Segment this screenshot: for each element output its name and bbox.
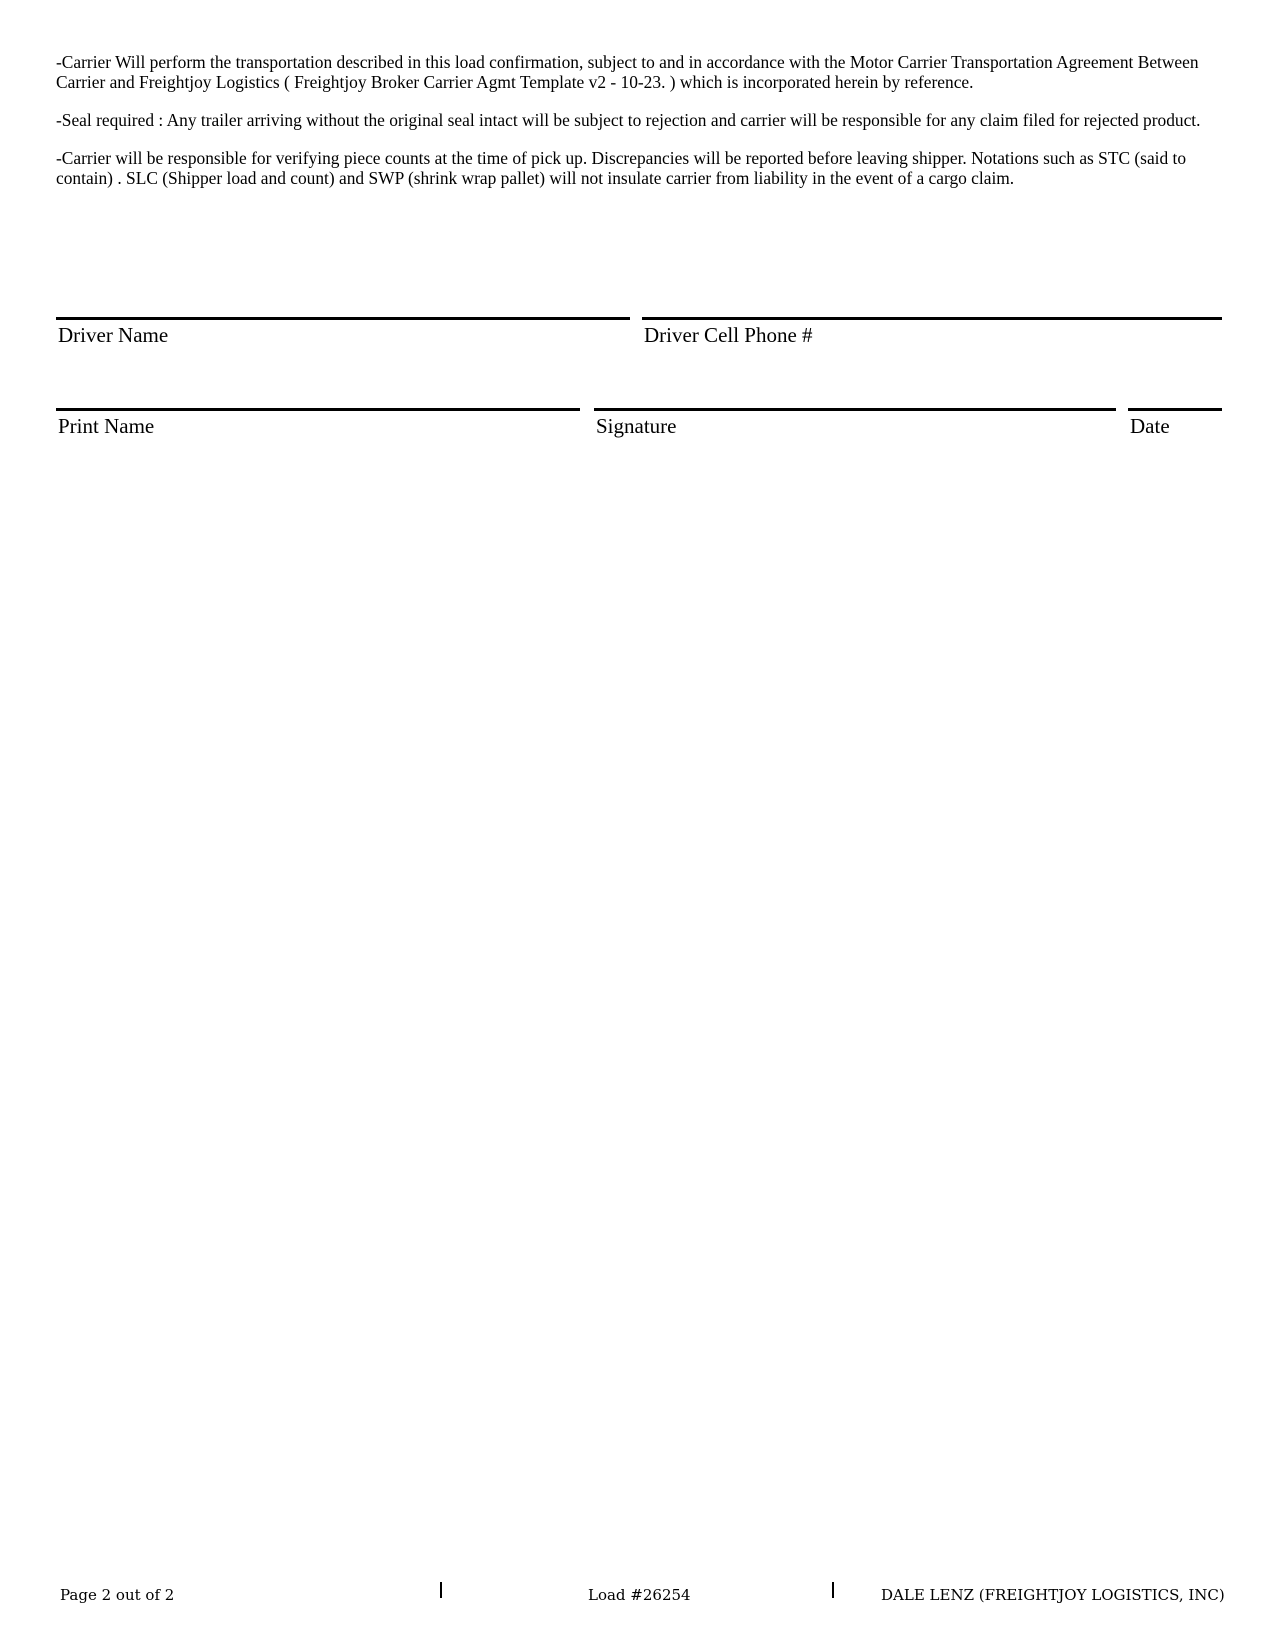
- signature-label: Signature: [596, 414, 677, 438]
- print-name-label: Print Name: [58, 414, 155, 438]
- signature-line: [594, 408, 1116, 411]
- date-label: Date: [1130, 414, 1170, 438]
- term-seal-required: -Seal required : Any trailer arriving without the original seal intact will be subject to rejection and carrier will be responsible for any claim filed for rejected product.: [56, 110, 1201, 130]
- footer-separator: [440, 1582, 442, 1598]
- term-carrier-agreement: -Carrier Will perform the transportation described in this load confirmation, subject to and in accordance with the Motor Carrier Transportation Agreement Between Carrier and Freightjoy Logistics ( Freightjoy Broker Carrier Agmt Template v2 - 10-23. ) which is incorporated herein by reference.: [56, 52, 1199, 92]
- footer-page-number: Page 2 out of 2: [60, 1586, 175, 1604]
- footer-separator: [832, 1582, 834, 1598]
- date-line: [1128, 408, 1222, 411]
- footer-company: DALE LENZ (FREIGHTJOY LOGISTICS, INC): [881, 1586, 1225, 1604]
- footer-load-number: Load #26254: [588, 1586, 691, 1604]
- driver-cell-phone-line: [642, 317, 1222, 320]
- driver-cell-phone-label: Driver Cell Phone #: [644, 323, 813, 347]
- driver-name-line: [56, 317, 630, 320]
- driver-name-label: Driver Name: [58, 323, 169, 347]
- term-piece-counts: -Carrier will be responsible for verifying piece counts at the time of pick up. Discrepancies will be reported before leaving shipper. Notations such as STC (said to contain) . SLC (Shipper load and count) and SWP (shrink wrap pallet) will not insulate carrier from liability in the event of a cargo claim.: [56, 148, 1187, 188]
- print-name-line: [56, 408, 580, 411]
- terms-section: [56, 52, 1224, 206]
